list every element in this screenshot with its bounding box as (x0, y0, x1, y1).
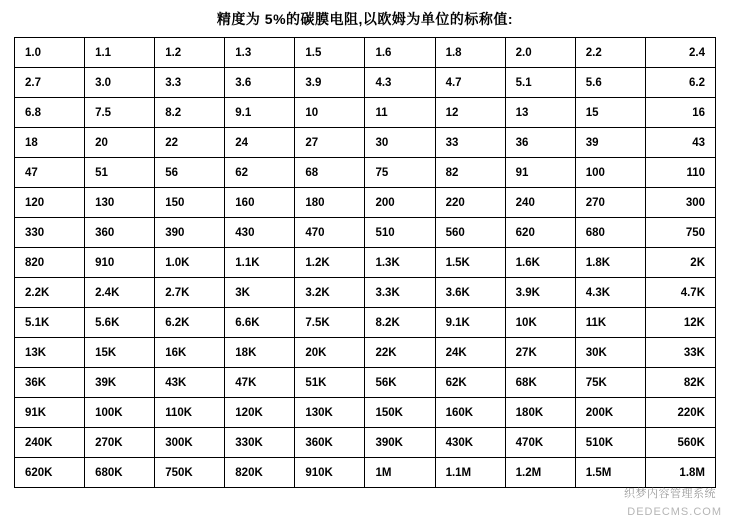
table-cell: 7.5K (295, 308, 365, 338)
table-cell: 1.2M (505, 458, 575, 488)
table-cell: 1.0K (155, 248, 225, 278)
table-cell: 16K (155, 338, 225, 368)
table-row (15, 368, 716, 398)
table-cell: 11 (365, 98, 435, 128)
table-cell: 36K (15, 368, 85, 398)
table-cell: 1.5M (575, 458, 645, 488)
table-cell: 22K (365, 338, 435, 368)
table-cell: 430 (225, 218, 295, 248)
table-cell: 240 (505, 188, 575, 218)
table-cell: 1.1K (225, 248, 295, 278)
page-title: 精度为 5%的碳膜电阻,以欧姆为单位的标称值: (216, 11, 514, 27)
table-cell: 27 (295, 128, 365, 158)
table-row (15, 158, 716, 188)
table-cell: 20K (295, 338, 365, 368)
table-cell: 560K (645, 428, 715, 458)
table-row (15, 338, 716, 368)
table-cell: 1.3 (225, 38, 295, 68)
table-cell: 68 (295, 158, 365, 188)
table-cell: 1.2 (155, 38, 225, 68)
table-cell: 680K (85, 458, 155, 488)
table-cell: 5.1K (15, 308, 85, 338)
table-cell: 910K (295, 458, 365, 488)
table-cell: 200 (365, 188, 435, 218)
table-cell: 100 (575, 158, 645, 188)
table-row (15, 308, 716, 338)
table-row (15, 458, 716, 488)
table-cell: 1.5K (435, 248, 505, 278)
table-cell: 2K (645, 248, 715, 278)
table-cell: 62 (225, 158, 295, 188)
table-cell: 180 (295, 188, 365, 218)
table-cell: 33K (645, 338, 715, 368)
resistor-values-table (14, 37, 716, 488)
table-cell: 27K (505, 338, 575, 368)
table-cell: 220 (435, 188, 505, 218)
table-cell: 1.1 (85, 38, 155, 68)
table-cell: 1.5 (295, 38, 365, 68)
watermark-chinese: 织梦内容管理系统 (624, 488, 716, 500)
table-cell: 2.7 (15, 68, 85, 98)
table-cell: 510 (365, 218, 435, 248)
table-row (15, 398, 716, 428)
table-cell: 6.8 (15, 98, 85, 128)
table-cell: 150K (365, 398, 435, 428)
table-cell: 470 (295, 218, 365, 248)
table-cell: 1.8M (645, 458, 715, 488)
table-cell: 13K (15, 338, 85, 368)
table-cell: 12 (435, 98, 505, 128)
table-cell: 47 (15, 158, 85, 188)
table-cell: 4.7K (645, 278, 715, 308)
table-cell: 43 (645, 128, 715, 158)
table-cell: 6.2K (155, 308, 225, 338)
table-cell: 180K (505, 398, 575, 428)
table-cell: 1.0 (15, 38, 85, 68)
table-cell: 120 (15, 188, 85, 218)
table-row (15, 38, 716, 68)
table-cell: 270 (575, 188, 645, 218)
table-cell: 51 (85, 158, 155, 188)
table-cell: 2.4K (85, 278, 155, 308)
table-cell: 9.1 (225, 98, 295, 128)
table-row (15, 98, 716, 128)
table-cell: 160K (435, 398, 505, 428)
table-cell: 2.2K (15, 278, 85, 308)
table-cell: 2.7K (155, 278, 225, 308)
table-cell: 300 (645, 188, 715, 218)
table-row (15, 248, 716, 278)
table-cell: 620K (15, 458, 85, 488)
table-cell: 5.1 (505, 68, 575, 98)
table-cell: 75K (575, 368, 645, 398)
table-cell: 200K (575, 398, 645, 428)
table-cell: 390 (155, 218, 225, 248)
table-cell: 3.6 (225, 68, 295, 98)
table-cell: 30K (575, 338, 645, 368)
table-row (15, 68, 716, 98)
table-cell: 20 (85, 128, 155, 158)
table-cell: 9.1K (435, 308, 505, 338)
table-cell: 24 (225, 128, 295, 158)
table-cell: 56 (155, 158, 225, 188)
table-cell: 330K (225, 428, 295, 458)
table-cell: 10 (295, 98, 365, 128)
table-cell: 510K (575, 428, 645, 458)
table-cell: 43K (155, 368, 225, 398)
table-cell: 62K (435, 368, 505, 398)
table-cell: 240K (15, 428, 85, 458)
table-cell: 2.4 (645, 38, 715, 68)
table-cell: 1.6K (505, 248, 575, 278)
table-cell: 3.9 (295, 68, 365, 98)
table-cell: 7.5 (85, 98, 155, 128)
table-cell: 1.2K (295, 248, 365, 278)
table-cell: 13 (505, 98, 575, 128)
table-cell: 6.6K (225, 308, 295, 338)
table-cell: 75 (365, 158, 435, 188)
table-cell: 15K (85, 338, 155, 368)
table-cell: 150 (155, 188, 225, 218)
table-cell: 910 (85, 248, 155, 278)
table-cell: 56K (365, 368, 435, 398)
table-cell: 120K (225, 398, 295, 428)
table-cell: 1.1M (435, 458, 505, 488)
watermark-english: DEDECMS.COM (627, 506, 722, 518)
table-cell: 560 (435, 218, 505, 248)
table-cell: 47K (225, 368, 295, 398)
table-cell: 3K (225, 278, 295, 308)
table-cell: 470K (505, 428, 575, 458)
table-cell: 130K (295, 398, 365, 428)
table-cell: 24K (435, 338, 505, 368)
table-row (15, 188, 716, 218)
table-cell: 390K (365, 428, 435, 458)
table-cell: 1.6 (365, 38, 435, 68)
table-cell: 68K (505, 368, 575, 398)
table-cell: 4.7 (435, 68, 505, 98)
table-cell: 1M (365, 458, 435, 488)
table-row (15, 128, 716, 158)
table-cell: 130 (85, 188, 155, 218)
table-cell: 33 (435, 128, 505, 158)
table-cell: 39 (575, 128, 645, 158)
table-cell: 820 (15, 248, 85, 278)
table-cell: 300K (155, 428, 225, 458)
table-cell: 680 (575, 218, 645, 248)
table-cell: 220K (645, 398, 715, 428)
table-cell: 620 (505, 218, 575, 248)
table-cell: 82K (645, 368, 715, 398)
table-cell: 15 (575, 98, 645, 128)
table-cell: 3.9K (505, 278, 575, 308)
table-cell: 10K (505, 308, 575, 338)
table-cell: 16 (645, 98, 715, 128)
table-cell: 3.6K (435, 278, 505, 308)
table-cell: 12K (645, 308, 715, 338)
table-cell: 6.2 (645, 68, 715, 98)
table-cell: 3.3K (365, 278, 435, 308)
table-cell: 4.3K (575, 278, 645, 308)
table-cell: 82 (435, 158, 505, 188)
table-cell: 270K (85, 428, 155, 458)
table-cell: 91K (15, 398, 85, 428)
table-cell: 4.3 (365, 68, 435, 98)
table-cell: 91 (505, 158, 575, 188)
table-cell: 11K (575, 308, 645, 338)
table-cell: 8.2 (155, 98, 225, 128)
table-cell: 110 (645, 158, 715, 188)
table-cell: 2.2 (575, 38, 645, 68)
table-cell: 5.6 (575, 68, 645, 98)
table-cell: 330 (15, 218, 85, 248)
table-cell: 18 (15, 128, 85, 158)
table-cell: 3.3 (155, 68, 225, 98)
table-row (15, 428, 716, 458)
table-row (15, 218, 716, 248)
table-cell: 820K (225, 458, 295, 488)
table-cell: 100K (85, 398, 155, 428)
table-cell: 39K (85, 368, 155, 398)
table-cell: 110K (155, 398, 225, 428)
table-cell: 1.8K (575, 248, 645, 278)
table-cell: 36 (505, 128, 575, 158)
table-cell: 22 (155, 128, 225, 158)
table-cell: 51K (295, 368, 365, 398)
table-cell: 750K (155, 458, 225, 488)
table-cell: 360 (85, 218, 155, 248)
table-body (15, 38, 716, 488)
table-row (15, 278, 716, 308)
table-cell: 5.6K (85, 308, 155, 338)
table-cell: 1.3K (365, 248, 435, 278)
table-cell: 30 (365, 128, 435, 158)
table-cell: 160 (225, 188, 295, 218)
table-cell: 8.2K (365, 308, 435, 338)
table-cell: 2.0 (505, 38, 575, 68)
table-cell: 3.0 (85, 68, 155, 98)
table-cell: 360K (295, 428, 365, 458)
table-cell: 430K (435, 428, 505, 458)
table-cell: 1.8 (435, 38, 505, 68)
table-cell: 18K (225, 338, 295, 368)
table-cell: 750 (645, 218, 715, 248)
table-cell: 3.2K (295, 278, 365, 308)
